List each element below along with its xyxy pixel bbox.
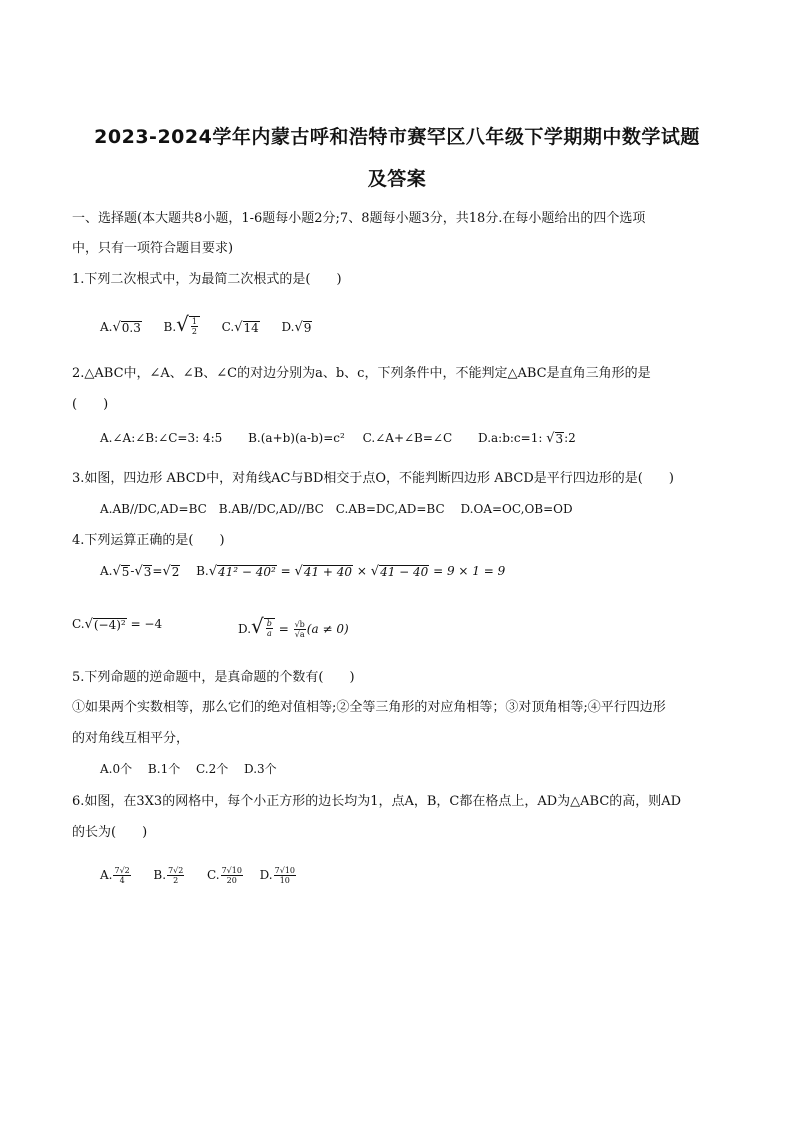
q2-option-c: C.∠A+∠B=∠C — [362, 431, 453, 445]
question-4-stem: 4.下列运算正确的是( ) — [72, 533, 225, 548]
q4-option-d-condition: (a ≠ 0) — [306, 622, 349, 636]
question-5-options: A.0个 B.1个 C.2个 D.3个 — [100, 762, 277, 776]
q1-option-c-radical: √ 14 — [234, 320, 259, 335]
question-3-options: A.AB//DC,AD=BC B.AB//DC,AD//BC C.AB=DC,AD=BC D.OA=OC,OB=OD — [100, 502, 573, 516]
question-4-options-ab — [100, 564, 505, 579]
question-5-body-continued: 的对角线互相平分， — [72, 731, 190, 746]
question-5-body: ①如果两个实数相等，那么它们的绝对值相等;②全等三角形的对应角相等；③对顶角相等;④平行四边形 — [72, 700, 666, 715]
question-4-option-d: D. √ $\frac{b}{a}$ = $\frac{√b}{√a}$ (a ≠ 0) — [238, 614, 349, 639]
q6-option-a-label: A. — [100, 868, 113, 882]
q4-option-d-label: D. — [238, 622, 252, 636]
document-title-continued: 及答案 — [367, 168, 427, 190]
q6-option-b-fraction: $\frac{7√2}{2}$ — [168, 866, 184, 885]
question-4-option-c — [72, 617, 162, 632]
q6-option-a-fraction: $\frac{7√2}{4}$ — [114, 866, 130, 885]
q1-option-b-label: B. — [163, 320, 177, 334]
question-1-options — [100, 312, 312, 336]
q4-option-c-label: C. — [72, 617, 85, 631]
question-2-stem: 2.△ABC中，∠A、∠B、∠C的对边分别为a、b、c，下列条件中，不能判定△ABC是直角三角形的是 — [72, 366, 651, 381]
question-6-stem-continued: 的长为( ) — [72, 825, 148, 840]
q4-option-b-expression: √ 41² − 40² = √ 41 + 40 × √ 41 − 40 = 9 × 1 = 9 — [208, 564, 506, 579]
q1-option-d-radical: √ 9 — [294, 320, 312, 335]
q4-option-a-label: A. — [100, 564, 113, 578]
q1-option-a-radical: √ 0.3 — [112, 320, 141, 335]
q6-option-c-fraction: $\frac{7√10}{20}$ — [221, 866, 242, 885]
question-2-options — [100, 431, 576, 446]
q1-option-a-label: A. — [100, 320, 113, 334]
q1-option-c-label: C. — [221, 320, 235, 334]
question-2-stem-continued: ( ) — [72, 397, 109, 412]
document-title: 2023-2024学年内蒙古呼和浩特市赛罕区八年级下学期期中数学试题 — [94, 126, 700, 148]
q4-option-b-label: B. — [196, 564, 209, 578]
q4-option-c-radical: √ (−4)² — [84, 617, 126, 632]
q2-option-a: A.∠A:∠B:∠C=3: 4:5 — [100, 431, 223, 445]
q1-option-d-label: D. — [281, 320, 295, 334]
question-3-stem: 3.如图，四边形 ABCD中，对角线AC与BD相交于点O，不能判断四边形 ABCD是平行四边形的是( ) — [72, 471, 674, 486]
q1-option-b-radical: √ $\frac{1}{2}$ — [176, 312, 200, 336]
q2-option-b: B.(a+b)(a-b)=c² — [248, 431, 345, 445]
q6-option-d-label: D. — [259, 868, 273, 882]
question-6-options — [100, 866, 297, 885]
section-header-continued: 中，只有一项符合题目要求) — [72, 241, 234, 256]
q4-option-a-expression: √ 5 - √ 3 = √ 2 — [112, 564, 180, 579]
question-5-stem: 5.下列命题的逆命题中，是真命题的个数有( ) — [72, 670, 355, 685]
section-header: 一、选择题(本大题共8小题，1-6题每小题2分;7、8题每小题3分，共18分.在每小题给出的四个选项 — [72, 211, 646, 226]
question-6-stem: 6.如图，在3X3的网格中，每个小正方形的边长均为1，点A，B，C都在格点上，AD为△ABC的高，则AD — [72, 794, 682, 809]
q4-option-c-result: = −4 — [126, 617, 163, 631]
q6-option-c-label: C. — [207, 868, 220, 882]
q6-option-d-fraction: $\frac{7√10}{10}$ — [274, 866, 295, 885]
q4-option-d-fraction: $\frac{√b}{√a}$ — [294, 620, 305, 639]
question-1-stem: 1.下列二次根式中，为最简二次根式的是( ) — [72, 272, 342, 287]
q4-option-d-radical: √ $\frac{b}{a}$ — [251, 614, 275, 638]
q6-option-b-label: B. — [153, 868, 167, 882]
q2-option-d: D.a:b:c=1: √ 3 :2 — [478, 431, 576, 446]
